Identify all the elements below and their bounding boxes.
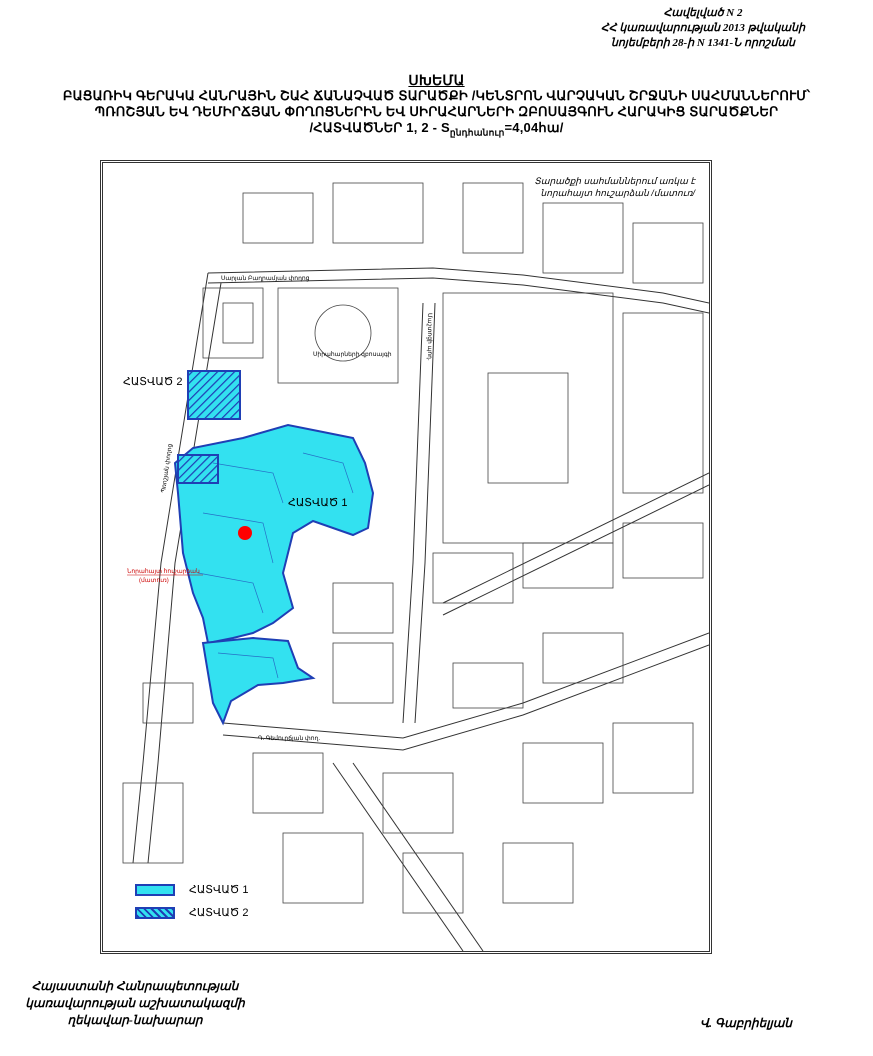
label-section-1: ՀԱՏՎԱԾ 1 xyxy=(288,497,348,509)
label-section-2: ՀԱՏՎԱԾ 2 xyxy=(123,376,183,388)
signatory-line-3: ղեկավար-նախարար xyxy=(67,1013,203,1027)
title-line-3-prefix: /ՀԱՏՎԱԾՆԵՐ 1, 2 - S xyxy=(309,120,450,135)
title-line-2: ՊՌՈՇՅԱՆ ԵՎ ԴԵՄԻՐՃՅԱՆ ՓՈՂՈՑՆԵՐԻՆ ԵՎ ՍԻՐԱՀԱՐՆԵՐԻ ԶԲՈՍԱՅԳՈՒՆ ՀԱՐԱԿԻՑ ՏԱՐԱԾՔՆԵՐ xyxy=(94,104,779,119)
site-map xyxy=(103,163,709,951)
title-line-3 xyxy=(0,120,873,141)
legend-swatch-section-2 xyxy=(135,907,175,919)
street-diagonal-2 xyxy=(443,485,709,615)
legend-row-2 xyxy=(135,906,248,919)
label-street-top: Սարյան Բաղրամյան փողոց xyxy=(221,276,310,282)
signatory-name: Վ. Գաբրիելյան xyxy=(700,1016,793,1030)
note-line-2: նորահայտ հուշարձան /մատուռ/ xyxy=(540,188,695,198)
label-park: Սիրահարների զբոսայգի xyxy=(313,352,392,358)
monument-note xyxy=(534,175,695,199)
title-heading: ՍԽԵՄԱ xyxy=(408,72,465,88)
note-line-1: Տարածքի սահմաններում առկա է xyxy=(534,176,695,186)
title-line-3-sub: ընդհանուր xyxy=(449,127,505,138)
annex-number: Հավելված N 2 xyxy=(663,7,743,19)
signatory-line-2: կառավարության աշխատակազմի xyxy=(25,996,245,1010)
annex-reference xyxy=(573,6,833,51)
section-1-lower xyxy=(203,638,313,723)
monument-marker xyxy=(238,526,252,540)
legend-label-1: ՀԱՏՎԱԾ 1 xyxy=(189,884,249,896)
map-frame xyxy=(100,160,712,954)
street-top-edge-1 xyxy=(208,268,709,303)
label-monument-1: Նորահայտ հուշարձան xyxy=(127,569,200,575)
label-street-bottom: Դ. Գեմուրճյան փող. xyxy=(258,736,321,742)
legend-row-1 xyxy=(135,883,248,896)
section-2-area-b xyxy=(178,455,218,483)
title-line-3-suffix: =4,04հա/ xyxy=(504,120,564,135)
street-lower-1 xyxy=(333,763,463,951)
annex-government: ՀՀ կառավարության 2013 թվականի xyxy=(600,22,806,34)
section-2-area-a xyxy=(188,371,240,419)
street-mid-edge-2 xyxy=(415,303,435,723)
street-diagonal-1 xyxy=(443,473,709,603)
signatory-position xyxy=(0,978,270,1029)
signatory-line-1: Հայաստանի Հանրապետության xyxy=(31,979,239,993)
label-monument-2: (մատուռ) xyxy=(139,578,169,584)
document-title xyxy=(0,72,873,141)
annex-decision: նոյեմբերի 28-ի N 1341-Ն որոշման xyxy=(610,37,796,49)
legend-swatch-section-1 xyxy=(135,884,175,896)
label-street-mid: Մաշտոցի պող. xyxy=(426,313,432,361)
street-lower-2 xyxy=(353,763,483,951)
label-street-left: Պռոշյան փողոց xyxy=(161,443,174,494)
street-mid-edge-1 xyxy=(403,303,423,723)
map-legend xyxy=(135,883,248,929)
title-line-1: ԲԱՑԱՌԻԿ ԳԵՐԱԿԱ ՀԱՆՐԱՅԻՆ ՇԱՀ ՃԱՆԱՉՎԱԾ ՏԱՐԱԾՔԻ /ԿԵՆՏՐՈՆ ՎԱՐՉԱԿԱՆ ՇՐՋԱՆԻ ՍԱՀՄԱՆՆԵՐՈՒՄ՝ xyxy=(62,88,811,103)
legend-label-2: ՀԱՏՎԱԾ 2 xyxy=(189,907,249,919)
street-bottom-edge-1 xyxy=(223,633,709,738)
